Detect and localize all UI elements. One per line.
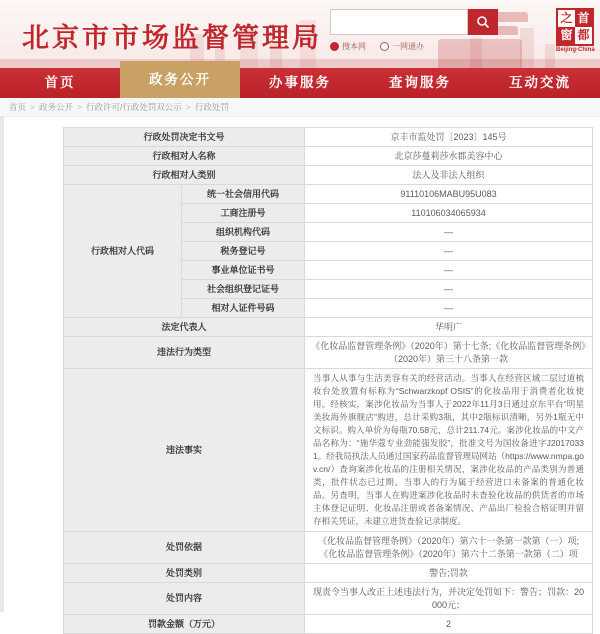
search-input[interactable] bbox=[330, 9, 468, 35]
row-label: 处罚内容 bbox=[64, 583, 305, 615]
row-label: 组织机构代码 bbox=[182, 223, 305, 242]
capital-window-logo[interactable] bbox=[556, 8, 595, 53]
breadcrumb-separator: > bbox=[185, 102, 191, 112]
row-value: — bbox=[305, 299, 593, 318]
row-label: 违法事实 bbox=[64, 369, 305, 532]
capital-window-seal-icon: 之 首 窗 都 bbox=[556, 8, 594, 46]
row-label: 违法行为类型 bbox=[64, 337, 305, 369]
breadcrumb-separator: > bbox=[77, 102, 82, 112]
main-nav bbox=[0, 68, 600, 98]
content-area bbox=[0, 117, 600, 634]
breadcrumb-gov-info[interactable]: 政务公开 bbox=[38, 102, 73, 112]
row-value: 警告;罚款 bbox=[305, 564, 593, 583]
search-scope-group bbox=[330, 41, 424, 52]
row-value: 法人及非法人组织 bbox=[305, 166, 593, 185]
row-value: — bbox=[305, 223, 593, 242]
table-row bbox=[64, 166, 593, 185]
row-value: 2 bbox=[305, 615, 593, 634]
nav-item-query[interactable]: 查询服务 bbox=[389, 75, 451, 90]
breadcrumb-current: 行政处罚 bbox=[194, 102, 229, 112]
breadcrumb-home[interactable]: 首页 bbox=[9, 102, 27, 112]
table-row bbox=[64, 532, 593, 564]
site-header bbox=[0, 0, 600, 68]
table-row bbox=[64, 564, 593, 583]
row-value: 91110106MABU95U083 bbox=[305, 185, 593, 204]
row-value: 京丰市监处罚〔2023〕145号 bbox=[305, 128, 593, 147]
nav-item-home[interactable]: 首页 bbox=[44, 75, 76, 90]
table-row bbox=[64, 185, 593, 204]
violation-facts-text: 当事人从事与生活美容有关的经营活动。当事人在经营区域二层过道梳妆台处放置有标称为“Schwarzkopf OSIS”的化妆品用于消费者化妆使用。经核实，案涉化妆品为当事人于2022年11月3日通过京东平台“明星美妆海外旗舰店”购进，总计采购3瓶，其中2瓶标识清晰，另外1瓶无中文标识。购入单价为每瓶70.58元，总计211.74元。案涉化妆品的中文产品名称为：“施华蔻专业劲能强发胶”，批准文号为国妆备进字J20170331。经我局执法人员通过国家药品监督管理局网站（https://www.nmpa.gov.cn/）查询案涉化妆品的注册相关情况，案涉化妆品的产品类别为普通类，批件状态已过期。当事人的行为属于经营进口未备案的普通化妆品。另查明，当事人在购进案涉化妆品时未查验化妆品的供货者的市场主体登记证明、化妆品注册或者备案情况、产品出厂检验合格证明并留存相关凭证，未建立进货查验记录制度。 bbox=[305, 369, 593, 532]
row-label: 工商注册号 bbox=[182, 204, 305, 223]
table-row bbox=[64, 615, 593, 634]
code-section-label: 行政相对人代码 bbox=[64, 185, 182, 318]
scope-radio-site[interactable] bbox=[330, 41, 366, 52]
row-value: 北京莎蔓莉莎水郡美容中心 bbox=[305, 147, 593, 166]
row-label: 统一社会信用代码 bbox=[182, 185, 305, 204]
nav-item-services[interactable]: 办事服务 bbox=[269, 75, 331, 90]
row-value: 110106034065934 bbox=[305, 204, 593, 223]
table-row bbox=[64, 128, 593, 147]
logo-caption: Beijing-China bbox=[556, 47, 595, 53]
table-row bbox=[64, 337, 593, 369]
row-value: 《化妆品监督管理条例》（2020年）第六十一条第一款第（一）项;《化妆品监督管理条例》（2020年）第六十二条第一款第（二）项 bbox=[305, 532, 593, 564]
row-label: 行政处罚决定书文号 bbox=[64, 128, 305, 147]
site-title: 北京市市场监督管理局 bbox=[22, 23, 322, 53]
radio-selected-icon bbox=[330, 42, 339, 51]
row-label: 法定代表人 bbox=[64, 318, 305, 337]
table-row bbox=[64, 369, 593, 532]
penalty-detail-table bbox=[63, 127, 593, 634]
radio-unselected-icon bbox=[380, 42, 389, 51]
row-label: 罚款金额（万元） bbox=[64, 615, 305, 634]
row-value: 现责令当事人改正上述违法行为，并决定处罚如下：警告；罚款：20000元； bbox=[305, 583, 593, 615]
row-value: — bbox=[305, 280, 593, 299]
row-label: 事业单位证书号 bbox=[182, 261, 305, 280]
row-label: 社会组织登记证号 bbox=[182, 280, 305, 299]
scope-label-site: 搜本网 bbox=[342, 42, 366, 51]
breadcrumb bbox=[0, 98, 600, 117]
row-value: — bbox=[305, 242, 593, 261]
scope-radio-onestop[interactable] bbox=[380, 41, 424, 52]
search-icon bbox=[476, 15, 490, 29]
row-label: 税务登记号 bbox=[182, 242, 305, 261]
search-button[interactable] bbox=[468, 9, 498, 35]
row-label: 处罚类别 bbox=[64, 564, 305, 583]
nav-item-interaction[interactable]: 互动交流 bbox=[509, 75, 571, 90]
left-edge-strip bbox=[0, 116, 4, 612]
table-row bbox=[64, 583, 593, 615]
scope-label-onestop: 一网通办 bbox=[392, 42, 424, 51]
row-label: 行政相对人类别 bbox=[64, 166, 305, 185]
row-label: 相对人证件号码 bbox=[182, 299, 305, 318]
row-label: 处罚依据 bbox=[64, 532, 305, 564]
table-row bbox=[64, 318, 593, 337]
breadcrumb-separator: > bbox=[30, 102, 35, 112]
table-row bbox=[64, 147, 593, 166]
breadcrumb-dual-publicity[interactable]: 行政许可/行政处罚双公示 bbox=[85, 102, 182, 112]
row-value: 《化妆品监督管理条例》（2020年）第十七条;《化妆品监督管理条例》（2020年）第三十八条第一款 bbox=[305, 337, 593, 369]
row-label: 行政相对人名称 bbox=[64, 147, 305, 166]
row-value: — bbox=[305, 261, 593, 280]
nav-item-gov-info[interactable]: 政务公开 bbox=[120, 61, 240, 98]
row-value: 华明广 bbox=[305, 318, 593, 337]
